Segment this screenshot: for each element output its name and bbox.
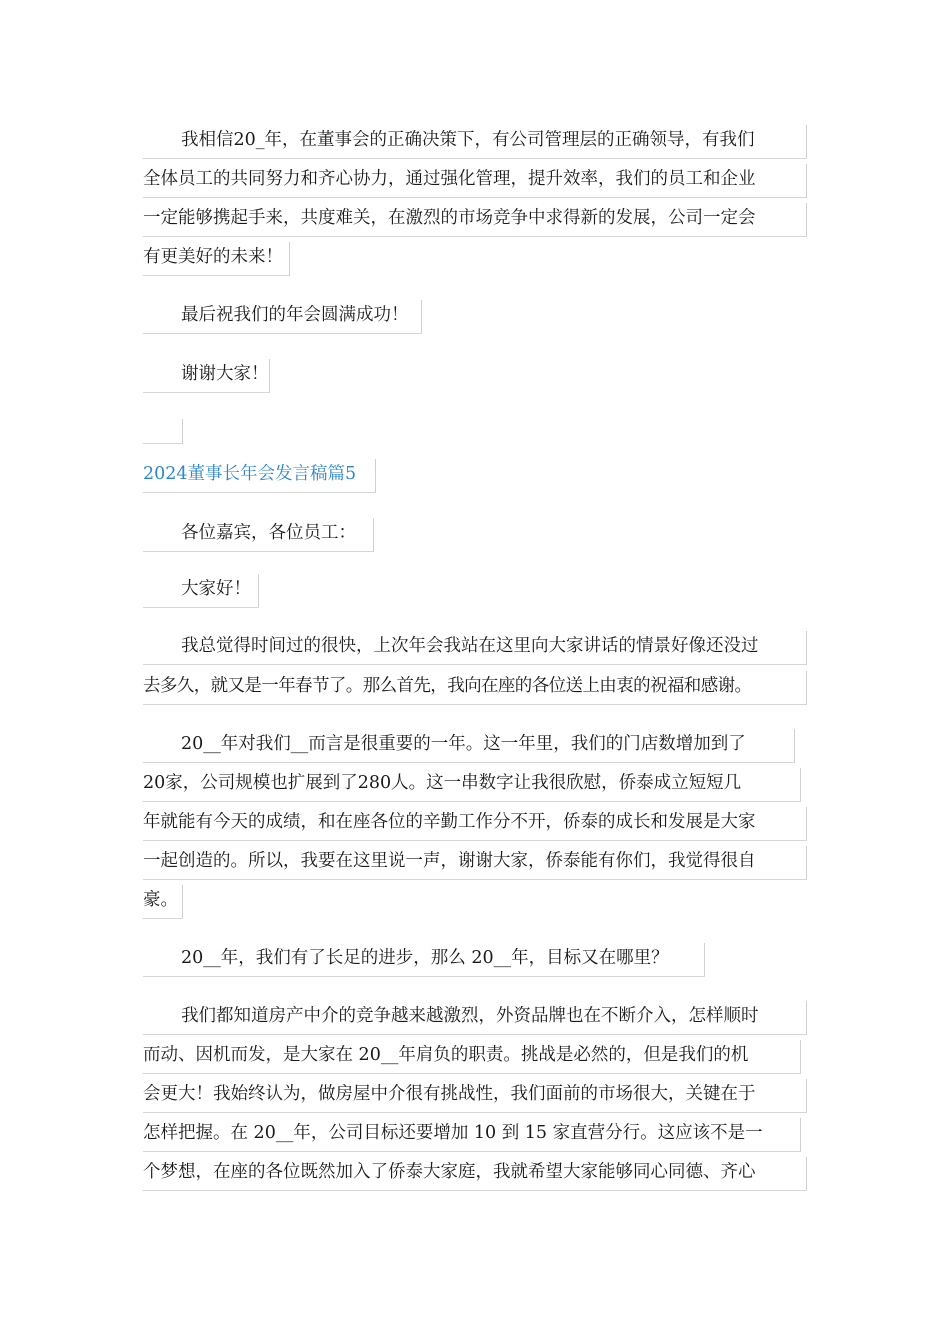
text-line: 个梦想，在座的各位既然加入了侨泰大家庭，我就希望大家能够同心同德、齐心 xyxy=(143,1154,807,1191)
text-line: 会更大！我始终认为，做房屋中介很有挑战性，我们面前的市场很大，关键在于 xyxy=(143,1076,807,1113)
text-line: 大家好！ xyxy=(143,571,259,608)
text-line: 一定能够携起手来，共度难关，在激烈的市场竞争中求得新的发展，公司一定会 xyxy=(143,200,807,237)
text-line: 谢谢大家！ xyxy=(143,356,270,393)
text-line: 各位嘉宾，各位员工： xyxy=(143,515,374,552)
text-line: 有更美好的未来！ xyxy=(143,239,290,276)
text-line: 我总觉得时间过的很快，上次年会我站在这里向大家讲话的情景好像还没过 xyxy=(143,628,807,665)
text-line: 全体员工的共同努力和齐心协力，通过强化管理，提升效率，我们的员工和企业 xyxy=(143,161,807,198)
text-line: 最后祝我们的年会圆满成功！ xyxy=(143,297,422,334)
text-line: 年就能有今天的成绩，和在座各位的辛勤工作分不开，侨泰的成长和发展是大家 xyxy=(143,804,807,841)
text-line: 去多久，就又是一年春节了。那么首先，我向在座的各位送上由衷的祝福和感谢。 xyxy=(143,668,807,705)
text-line: 豪。 xyxy=(143,882,183,919)
text-line: 我们都知道房产中介的竞争越来越激烈，外资品牌也在不断介入，怎样顺时 xyxy=(143,998,807,1035)
text-line: 20家，公司规模也扩展到了280人。这一串数字让我很欣慰，侨泰成立短短几 xyxy=(143,765,801,802)
text-line: 20__年，我们有了长足的进步，那么 20__年，目标又在哪里？ xyxy=(143,940,705,977)
text-line: 我相信20_年，在董事会的正确决策下，有公司管理层的正确领导，有我们 xyxy=(143,122,807,159)
text-line: 20__年对我们__而言是很重要的一年。这一年里，我们的门店数增加到了 xyxy=(143,726,795,763)
text-line: 一起创造的。所以，我要在这里说一声，谢谢大家，侨泰能有你们，我觉得很自 xyxy=(143,843,807,880)
text-line: 怎样把握。在 20__年，公司目标还要增加 10 到 15 家直营分行。这应该不是一 xyxy=(143,1115,801,1152)
empty-line xyxy=(143,416,183,444)
text-line: 而动、因机而发，是大家在 20__年肩负的职责。挑战是必然的，但是我们的机 xyxy=(143,1037,801,1074)
section-heading: 2024董事长年会发言稿篇5 xyxy=(143,456,376,493)
